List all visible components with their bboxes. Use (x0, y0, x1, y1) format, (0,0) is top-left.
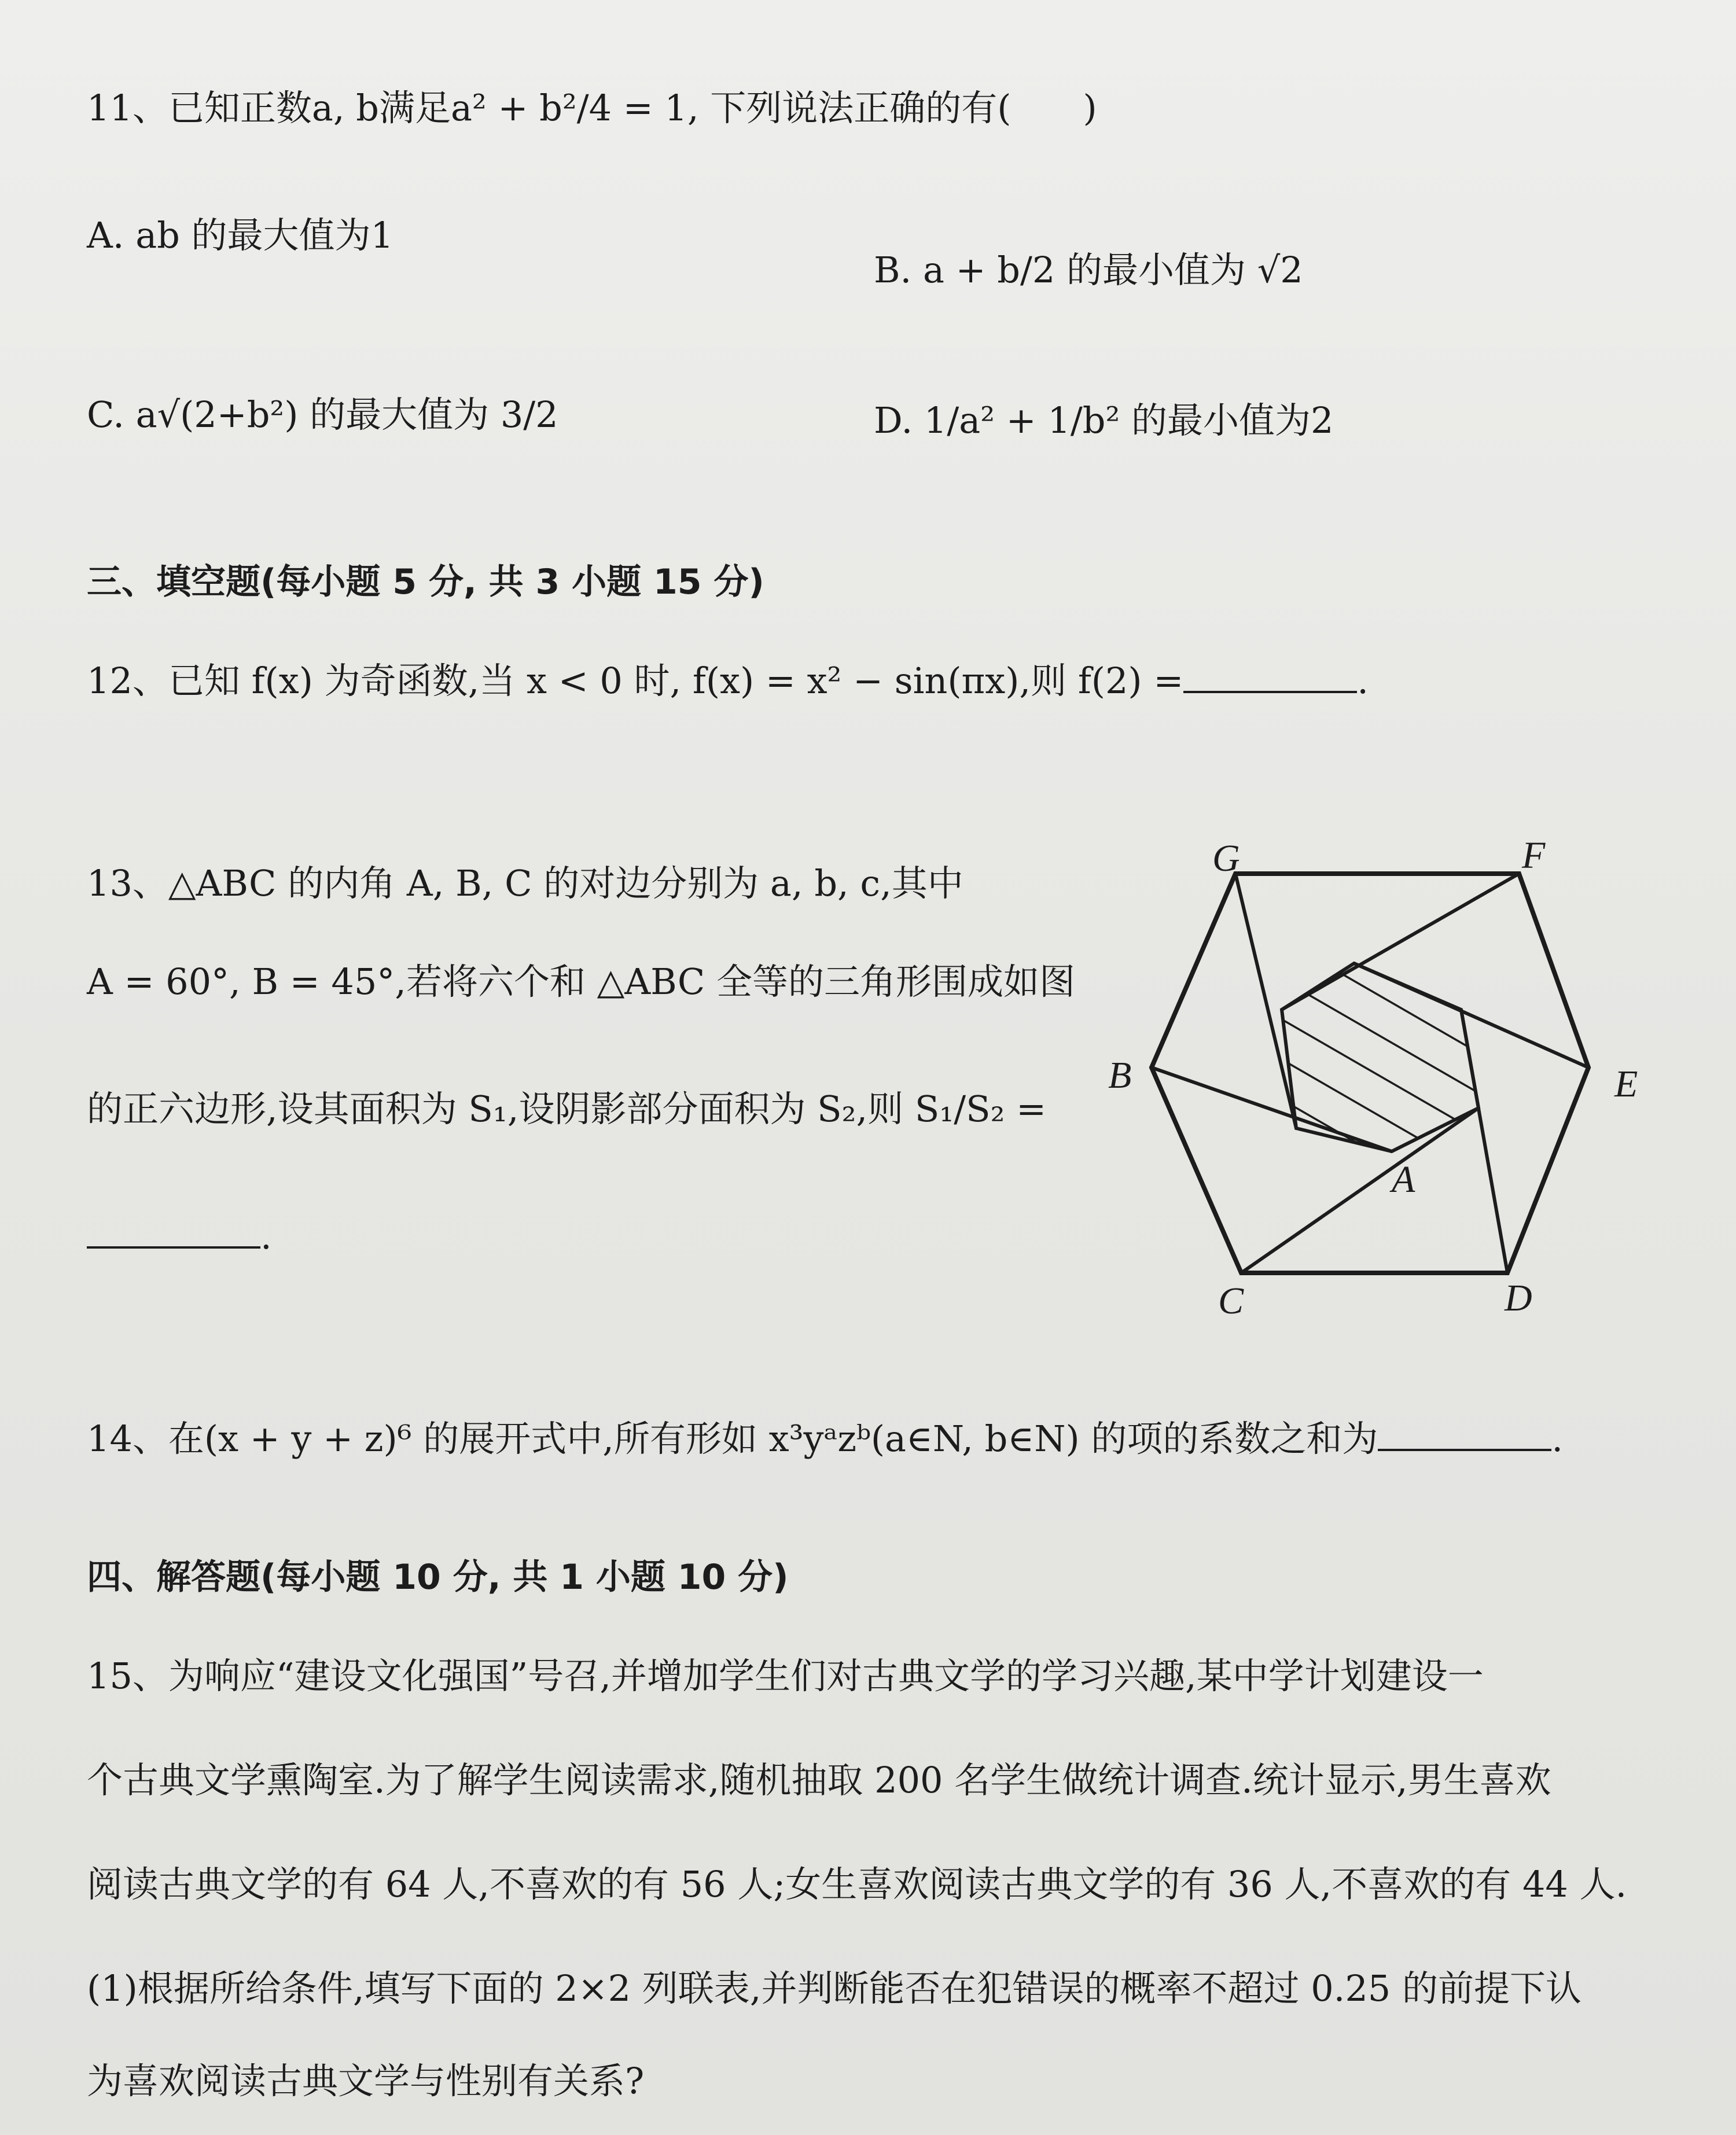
q11-option-c (87, 393, 558, 436)
q13-answer-blank[interactable] (87, 1217, 260, 1249)
q13-line3: 的正六边形,设其面积为 S₁,设阴影部分面积为 S₂,则 S₁/S₂ = (87, 1088, 1047, 1130)
q12-answer-blank[interactable] (1183, 662, 1357, 693)
vertex-label-f: F (1522, 834, 1546, 877)
q12: 12、已知 f(x) 为奇函数,当 x < 0 时, f(x) = x² − sin(πx),则 f(2) = . (87, 660, 1369, 702)
vertex-label-c: C (1218, 1280, 1244, 1322)
q11-stem (87, 87, 1097, 130)
q11-option-d (874, 399, 1333, 442)
q13-line1: 13、△ABC 的内角 A, B, C 的对边分别为 a, b, c,其中 (87, 862, 963, 904)
q15-line4: (1)根据所给条件,填写下面的 2×2 列联表,并判断能否在犯错误的概率不超过 0.25 的前提下认 (87, 1967, 1581, 2009)
section-3-heading: 三、填空题(每小题 5 分, 共 3 小题 15 分) (87, 562, 764, 602)
q15-line5: 为喜欢阅读古典文学与性别有关系? (87, 2060, 645, 2102)
q15-line1: 15、为响应“建设文化强国”号召,并增加学生们对古典文学的学习兴趣,某中学计划建设一 (87, 1655, 1484, 1697)
q11-option-a-text: A. ab 的最大值为1 (87, 214, 393, 256)
hexagon-figure (1099, 833, 1678, 1331)
q13-line2: A = 60°, B = 45°,若将六个和 △ABC 全等的三角形围成如图 (87, 960, 1075, 1003)
vertex-label-g: G (1212, 837, 1240, 879)
q11-option-b-text: B. a + b/2 的最小值为 √2 (874, 249, 1303, 291)
q15-line3: 阅读古典文学的有 64 人,不喜欢的有 56 人;女生喜欢阅读古典文学的有 36 人,不喜欢的有 44 人. (87, 1863, 1627, 1905)
q14-answer-blank[interactable] (1378, 1420, 1551, 1451)
q11-option-a (87, 214, 393, 257)
vertex-label-d: D (1505, 1277, 1532, 1319)
vertex-label-b: B (1108, 1054, 1132, 1096)
q14: 14、在(x + y + z)⁶ 的展开式中,所有形如 x³yᵃzᵇ(a∈N, b∈N) 的项的系数之和为 . (87, 1418, 1564, 1460)
q13-answer: . (87, 1215, 272, 1258)
q11-option-b (874, 249, 1303, 292)
vertex-label-e: E (1614, 1063, 1638, 1105)
section-4-heading: 四、解答题(每小题 10 分, 共 1 小题 10 分) (87, 1557, 789, 1597)
q15-line2: 个古典文学熏陶室.为了解学生阅读需求,随机抽取 200 名学生做统计调查.统计显示,男生喜欢 (87, 1759, 1551, 1801)
q12-text: 12、已知 f(x) 为奇函数,当 x < 0 时, f(x) = x² − sin(πx),则 f(2) = (87, 660, 1184, 702)
vertex-label-a: A (1392, 1158, 1415, 1201)
q11-stem-text: 11、已知正数a, b满足a² + b²/4 = 1, 下列说法正确的有( ) (87, 87, 1097, 129)
q11-option-d-text: D. 1/a² + 1/b² 的最小值为2 (874, 399, 1334, 441)
q11-option-c-text: C. a√(2+b²) 的最大值为 3/2 (87, 393, 558, 436)
q14-text: 14、在(x + y + z)⁶ 的展开式中,所有形如 x³yᵃzᵇ(a∈N, b∈N) 的项的系数之和为 (87, 1418, 1378, 1460)
